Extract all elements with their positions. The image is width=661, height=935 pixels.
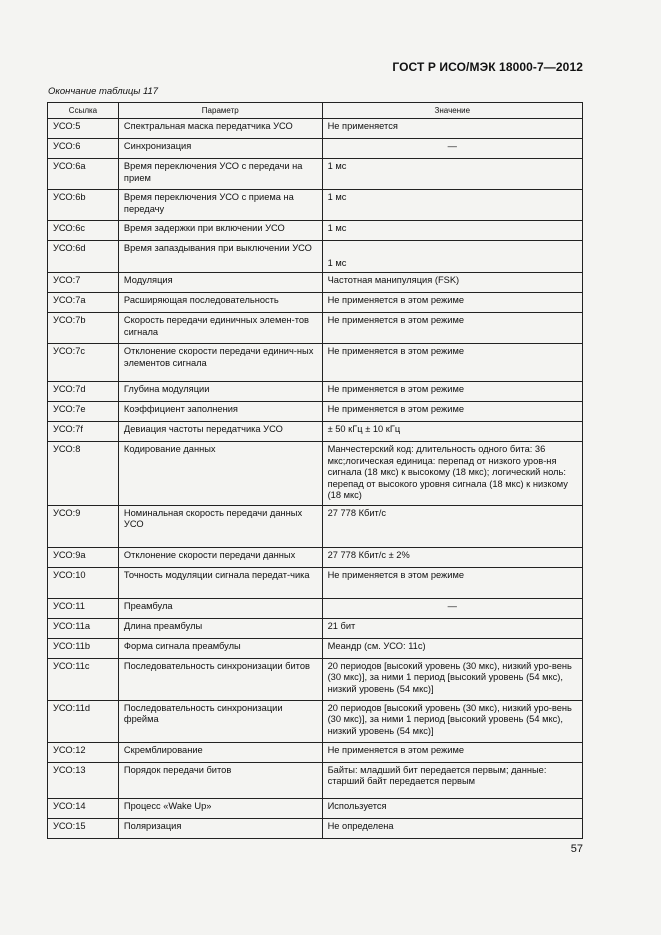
cell-value: Меандр (см. УСО: 11с)	[322, 638, 582, 658]
cell-param: Поляризация	[118, 818, 322, 838]
table-row	[48, 762, 583, 798]
cell-param: Отклонение скорости передачи данных	[118, 547, 322, 567]
cell-ref: УСО:7d	[48, 382, 119, 402]
header-param: Параметр	[118, 103, 322, 119]
cell-value: Используется	[322, 798, 582, 818]
cell-param: Коэффициент заполнения	[118, 402, 322, 422]
cell-value: 20 периодов [высокий уровень (30 мкс), низкий уро-вень (30 мкс)], за ними 1 период [высокий уровень (54 мкс), низкий уровень (54 мкс)]	[322, 658, 582, 700]
cell-ref: УСО:7b	[48, 313, 119, 344]
table-row	[48, 422, 583, 442]
cell-param: Время переключения УСО с приема на передачу	[118, 190, 322, 221]
cell-value: Не применяется в этом режиме	[322, 402, 582, 422]
table-row	[48, 221, 583, 241]
cell-value: 27 778 Кбит/с	[322, 505, 582, 547]
cell-value: —	[322, 598, 582, 618]
table-row	[48, 700, 583, 742]
cell-param: Время переключения УСО с передачи на прием	[118, 159, 322, 190]
cell-ref: УСО:6d	[48, 241, 119, 273]
table-row	[48, 505, 583, 547]
table-row	[48, 658, 583, 700]
cell-value: Не применяется в этом режиме	[322, 293, 582, 313]
cell-param: Глубина модуляции	[118, 382, 322, 402]
cell-param: Последовательность синхронизации битов	[118, 658, 322, 700]
cell-ref: УСО:7c	[48, 344, 119, 382]
cell-ref: УСО:11	[48, 598, 119, 618]
cell-param: Время задержки при включении УСО	[118, 221, 322, 241]
table-row	[48, 344, 583, 382]
table-row	[48, 119, 583, 139]
cell-param: Преамбула	[118, 598, 322, 618]
cell-ref: УСО:9a	[48, 547, 119, 567]
cell-ref: УСО:6b	[48, 190, 119, 221]
cell-ref: УСО:15	[48, 818, 119, 838]
table-row	[48, 313, 583, 344]
cell-value: 27 778 Кбит/с ± 2%	[322, 547, 582, 567]
cell-value: Не применяется	[322, 119, 582, 139]
table-row	[48, 547, 583, 567]
cell-ref: УСО:7f	[48, 422, 119, 442]
cell-value: Не применяется в этом режиме	[322, 382, 582, 402]
cell-ref: УСО:6c	[48, 221, 119, 241]
cell-ref: УСО:6a	[48, 159, 119, 190]
cell-value: 1 мс	[322, 241, 582, 273]
cell-value: Частотная манипуляция (FSK)	[322, 273, 582, 293]
cell-value: Байты: младший бит передается первым; данные: старший байт передается первым	[322, 762, 582, 798]
cell-value: 1 мс	[322, 221, 582, 241]
cell-value: 1 мс	[322, 190, 582, 221]
cell-param: Процесс «Wake Up»	[118, 798, 322, 818]
cell-param: Спектральная маска передатчика УСО	[118, 119, 322, 139]
table-row	[48, 798, 583, 818]
cell-ref: УСО:11c	[48, 658, 119, 700]
table-row	[48, 598, 583, 618]
table-row	[48, 638, 583, 658]
table-row	[48, 382, 583, 402]
cell-param: Модуляция	[118, 273, 322, 293]
table-row	[48, 567, 583, 598]
cell-param: Девиация частоты передатчика УСО	[118, 422, 322, 442]
parameters-table	[47, 102, 583, 839]
cell-param: Порядок передачи битов	[118, 762, 322, 798]
table-header-row	[48, 103, 583, 119]
cell-value: 1 мс	[322, 159, 582, 190]
cell-value: Не применяется в этом режиме	[322, 567, 582, 598]
cell-value: ± 50 кГц ± 10 кГц	[322, 422, 582, 442]
cell-param: Кодирование данных	[118, 442, 322, 506]
cell-ref: УСО:11a	[48, 618, 119, 638]
cell-value: Не применяется в этом режиме	[322, 313, 582, 344]
table-row	[48, 159, 583, 190]
cell-value: 21 бит	[322, 618, 582, 638]
cell-ref: УСО:5	[48, 119, 119, 139]
cell-ref: УСО:9	[48, 505, 119, 547]
cell-value: —	[322, 139, 582, 159]
cell-param: Номинальная скорость передачи данных УСО	[118, 505, 322, 547]
cell-ref: УСО:11b	[48, 638, 119, 658]
cell-param: Расширяющая последовательность	[118, 293, 322, 313]
cell-param: Скремблирование	[118, 742, 322, 762]
table-row	[48, 742, 583, 762]
table-caption: Окончание таблицы 117	[48, 86, 159, 97]
cell-ref: УСО:7	[48, 273, 119, 293]
table-row	[48, 818, 583, 838]
table-row	[48, 618, 583, 638]
page-number: 57	[570, 843, 583, 855]
cell-ref: УСО:6	[48, 139, 119, 159]
table-row	[48, 293, 583, 313]
table-row	[48, 442, 583, 506]
table-row	[48, 402, 583, 422]
table-row	[48, 139, 583, 159]
cell-value: Не применяется в этом режиме	[322, 742, 582, 762]
cell-param: Длина преамбулы	[118, 618, 322, 638]
table-row	[48, 241, 583, 273]
cell-ref: УСО:8	[48, 442, 119, 506]
header-ref: Ссылка	[48, 103, 119, 119]
header-value: Значение	[322, 103, 582, 119]
cell-param: Отклонение скорости передачи единич-ных элементов сигнала	[118, 344, 322, 382]
cell-value: Манчестерский код: длительность одного бита: 36 мкс;логическая единица: перепад от низкого уров-ня сигнала (18 мкс) к высокому (18 мкс); логический ноль: перепад от высокого уровня сигнала (18 мкс) к низкому (18 мкс)	[322, 442, 582, 506]
cell-param: Точность модуляции сигнала передат-чика	[118, 567, 322, 598]
cell-ref: УСО:14	[48, 798, 119, 818]
table-row	[48, 190, 583, 221]
standard-designation: ГОСТ Р ИСО/МЭК 18000-7—2012	[392, 60, 583, 74]
cell-ref: УСО:11d	[48, 700, 119, 742]
cell-ref: УСО:13	[48, 762, 119, 798]
cell-param: Время запаздывания при выключении УСО	[118, 241, 322, 273]
cell-ref: УСО:7a	[48, 293, 119, 313]
cell-param: Скорость передачи единичных элемен-тов сигнала	[118, 313, 322, 344]
cell-ref: УСО:12	[48, 742, 119, 762]
cell-value: Не определена	[322, 818, 582, 838]
table-row	[48, 273, 583, 293]
cell-param: Синхронизация	[118, 139, 322, 159]
cell-value: 20 периодов [высокий уровень (30 мкс), низкий уро-вень (30 мкс)], за ними 1 период [высокий уровень (54 мкс), низкий уровень (54 мкс)]	[322, 700, 582, 742]
cell-ref: УСО:7e	[48, 402, 119, 422]
cell-param: Форма сигнала преамбулы	[118, 638, 322, 658]
cell-param: Последовательность синхронизации фрейма	[118, 700, 322, 742]
cell-value: Не применяется в этом режиме	[322, 344, 582, 382]
cell-ref: УСО:10	[48, 567, 119, 598]
